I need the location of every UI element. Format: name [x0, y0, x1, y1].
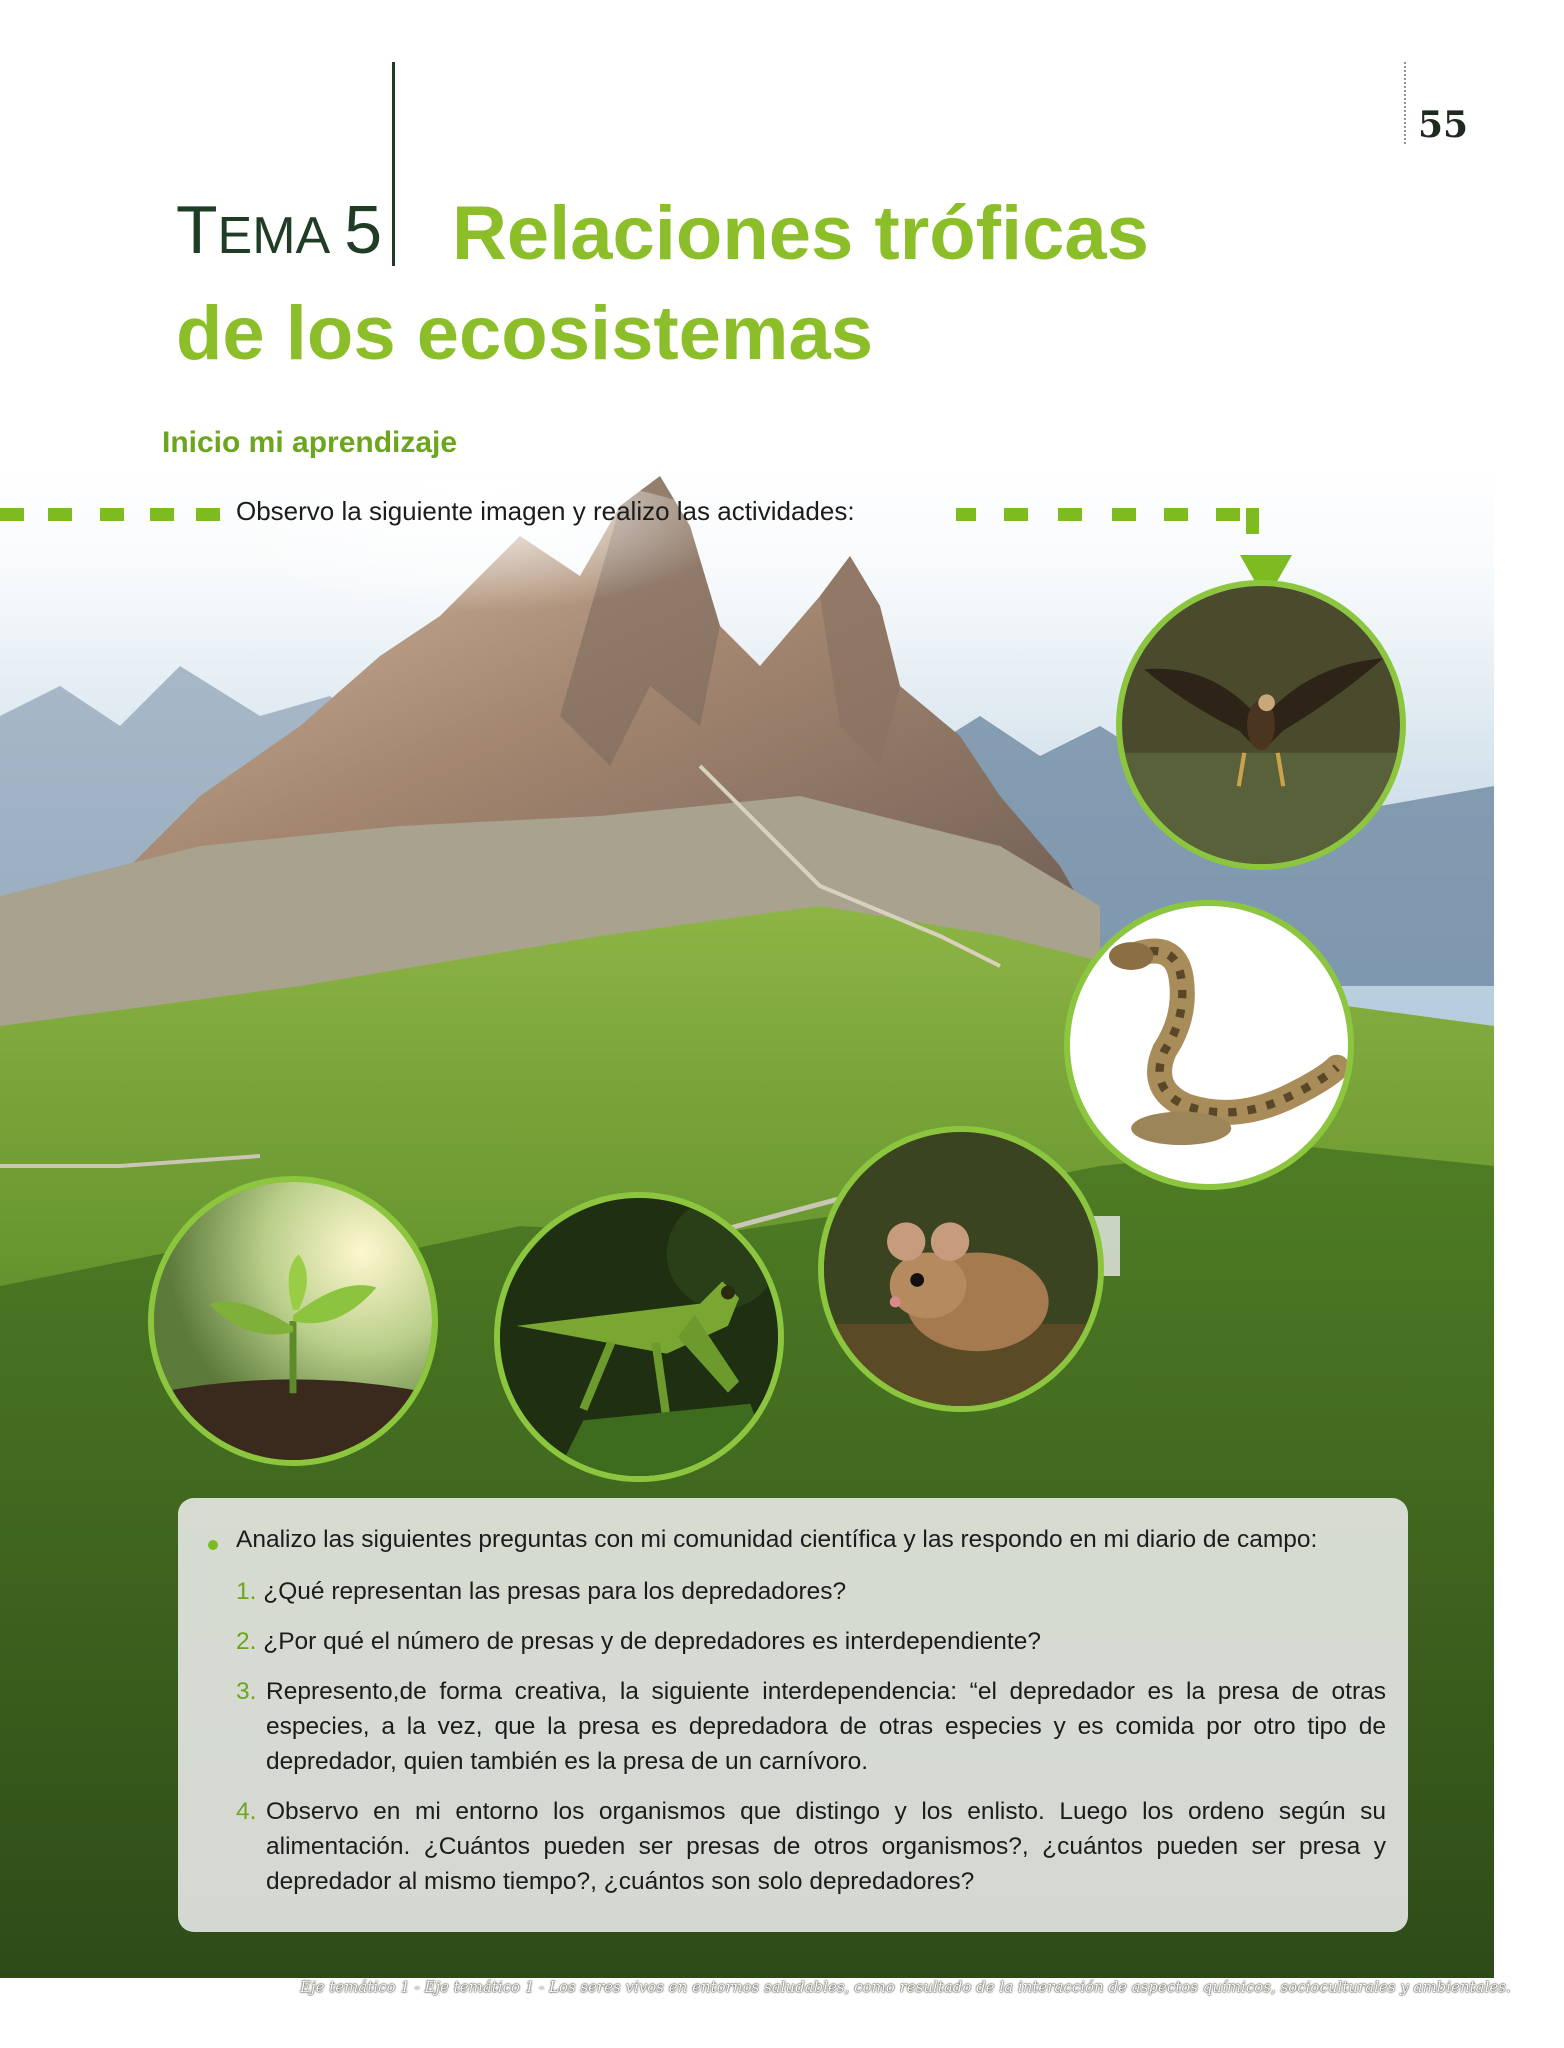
eagle-photo	[1116, 580, 1406, 870]
question-number: 2.	[236, 1628, 257, 1655]
dash-12	[1246, 508, 1259, 534]
question-text: ¿Por qué el número de presas y de depredadores es interdependiente?	[263, 1628, 1041, 1655]
page-number-rule	[1404, 62, 1406, 144]
page-number: 55	[1418, 104, 1469, 146]
tema-label	[176, 192, 383, 268]
question-text: Observo en mi entorno los organismos que distingo y los enlisto. Luego los ordeno según su alimentación. ¿Cuántos pueden ser presas de otros organismos?, ¿cuántos pueden ser presa y depredador al mismo tiempo?, ¿cuántos son solo depredadores?	[266, 1798, 1386, 1895]
section-heading: Inicio mi aprendizaje	[162, 426, 458, 459]
question-2	[236, 1624, 1386, 1659]
question-text: Represento,de forma creativa, la siguiente interdependencia: “el depredador es la presa de otras especies, a la vez, que la presa es depredadora de otras especies y es comida por otro tipo de depredador, quien también es la presa de un carnívoro.	[266, 1678, 1386, 1775]
question-1	[236, 1574, 1386, 1609]
dash-6	[956, 508, 976, 521]
question-3	[236, 1674, 1386, 1779]
question-4	[236, 1794, 1386, 1899]
dash-2	[48, 508, 72, 521]
dash-1	[0, 508, 24, 521]
page-title-line1: Relaciones tróficas	[452, 191, 1149, 276]
bullet-icon	[208, 1540, 218, 1550]
sprout-photo	[148, 1176, 438, 1466]
title-divider	[392, 62, 395, 266]
tema-number: 5	[344, 192, 383, 268]
dash-9	[1112, 508, 1136, 521]
question-number: 3.	[236, 1678, 257, 1705]
questions-box	[178, 1498, 1408, 1932]
grasshopper-photo	[494, 1192, 784, 1482]
dash-11	[1216, 508, 1240, 521]
dash-7	[1004, 508, 1028, 521]
question-number: 1.	[236, 1578, 257, 1605]
instruction-text: Observo la siguiente imagen y realizo las actividades:	[236, 496, 855, 526]
questions-intro: Analizo las siguientes preguntas con mi comunidad científica y las respondo en mi diario de campo:	[236, 1526, 1318, 1553]
question-text: ¿Qué representan las presas para los depredadores?	[263, 1578, 847, 1605]
tema-rest: EMA	[217, 207, 331, 265]
mouse-photo	[818, 1126, 1104, 1412]
footer-text: Eje temático 1 - Eje temático 1 - Los seres vivos en entornos saludables, como resultado de la interacción de aspectos químicos, socioculturales y ambientales.	[300, 1978, 1511, 1996]
dash-10	[1164, 508, 1188, 521]
snake-photo	[1064, 900, 1354, 1190]
dash-4	[150, 508, 174, 521]
question-number: 4.	[236, 1798, 257, 1825]
tema-first-letter: T	[176, 192, 218, 268]
page-title-line2: de los ecosistemas	[176, 291, 874, 376]
dash-8	[1058, 508, 1082, 521]
dash-5	[196, 508, 220, 521]
dash-3	[100, 508, 124, 521]
